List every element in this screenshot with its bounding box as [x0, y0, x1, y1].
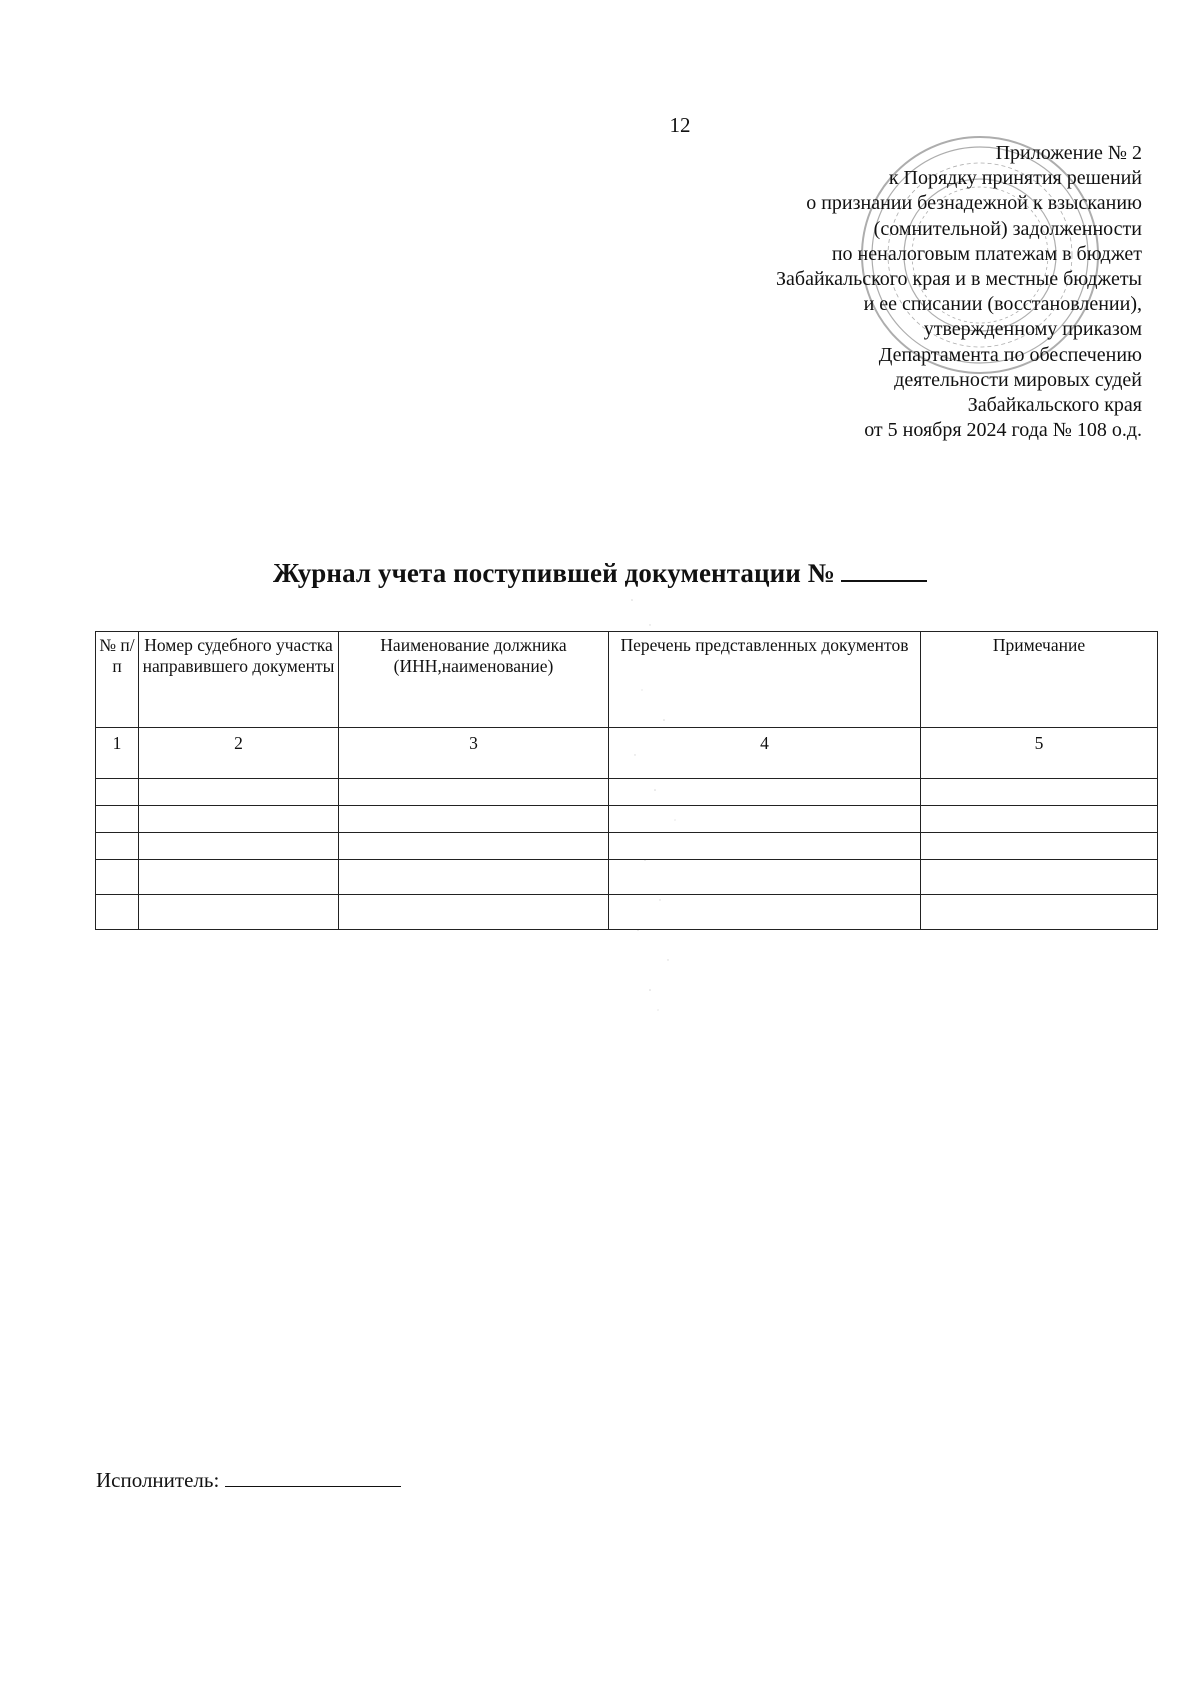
- table-cell: [96, 860, 139, 895]
- column-number-cell: 2: [139, 728, 339, 779]
- table-header-row: [96, 632, 1158, 728]
- table-cell: [921, 806, 1158, 833]
- appendix-line: Приложение № 2: [995, 142, 1142, 164]
- appendix-line: утвержденному приказом: [923, 318, 1142, 341]
- table-row: [96, 895, 1158, 930]
- document-title-text: Журнал учета поступившей документации №: [272, 558, 836, 588]
- appendix-line: деятельности мировых судей: [894, 368, 1142, 391]
- table-cell: [609, 895, 921, 930]
- table-cell: [139, 895, 339, 930]
- column-number-row: [96, 728, 1158, 779]
- column-number-cell: 3: [339, 728, 609, 779]
- table-cell: [921, 895, 1158, 930]
- appendix-line: Департамента по обеспечению: [878, 343, 1142, 366]
- table-row: [96, 833, 1158, 860]
- table-row: [96, 806, 1158, 833]
- table-cell: [139, 860, 339, 895]
- column-number-cell: 1: [96, 728, 139, 779]
- header-court-district: Номер судебного участка направившего документы: [139, 632, 339, 728]
- appendix-line: Забайкальского края и в местные бюджеты: [776, 268, 1142, 291]
- appendix-line: от 5 ноября 2024 года № 108 о.д.: [864, 419, 1142, 442]
- table-cell: [339, 860, 609, 895]
- appendix-line: Забайкальского края: [967, 394, 1142, 417]
- column-number-cell: 5: [921, 728, 1158, 779]
- header-note: Примечание: [921, 632, 1158, 728]
- appendix-line: и ее списании (восстановлении),: [863, 293, 1142, 316]
- header-number: № п/п: [96, 632, 139, 728]
- appendix-line: по неналоговым платежам в бюджет: [831, 242, 1142, 265]
- table-row: [96, 860, 1158, 895]
- table-cell: [609, 779, 921, 806]
- header-documents-list: Перечень представленных документов: [609, 632, 921, 728]
- table-cell: [96, 833, 139, 860]
- page-number: 12: [669, 113, 691, 137]
- column-number-cell: 4: [609, 728, 921, 779]
- journal-table: [95, 631, 1158, 930]
- appendix-line: о признании безнадежной к взысканию: [806, 192, 1142, 215]
- executor-signature: [96, 1468, 401, 1493]
- table-cell: [139, 806, 339, 833]
- table-cell: [609, 806, 921, 833]
- table-cell: [921, 860, 1158, 895]
- table-cell: [96, 806, 139, 833]
- table-cell: [921, 779, 1158, 806]
- header-debtor-name: Наименование должника (ИНН,наименование): [339, 632, 609, 728]
- table-cell: [96, 895, 139, 930]
- executor-label: Исполнитель:: [96, 1468, 220, 1492]
- document-title: [0, 558, 1200, 589]
- table-cell: [339, 833, 609, 860]
- title-number-blank: [841, 560, 927, 582]
- executor-signature-line: [225, 1468, 401, 1487]
- table-cell: [139, 833, 339, 860]
- table-cell: [139, 779, 339, 806]
- table-cell: [609, 860, 921, 895]
- table-cell: [609, 833, 921, 860]
- table-cell: [96, 779, 139, 806]
- table-row: [96, 779, 1158, 806]
- table-cell: [921, 833, 1158, 860]
- table-cell: [339, 806, 609, 833]
- table-cell: [339, 895, 609, 930]
- table-cell: [339, 779, 609, 806]
- appendix-line: к Порядку принятия решений: [888, 167, 1142, 190]
- appendix-block: [622, 141, 1142, 443]
- appendix-line: (сомнительной) задолженности: [873, 217, 1142, 240]
